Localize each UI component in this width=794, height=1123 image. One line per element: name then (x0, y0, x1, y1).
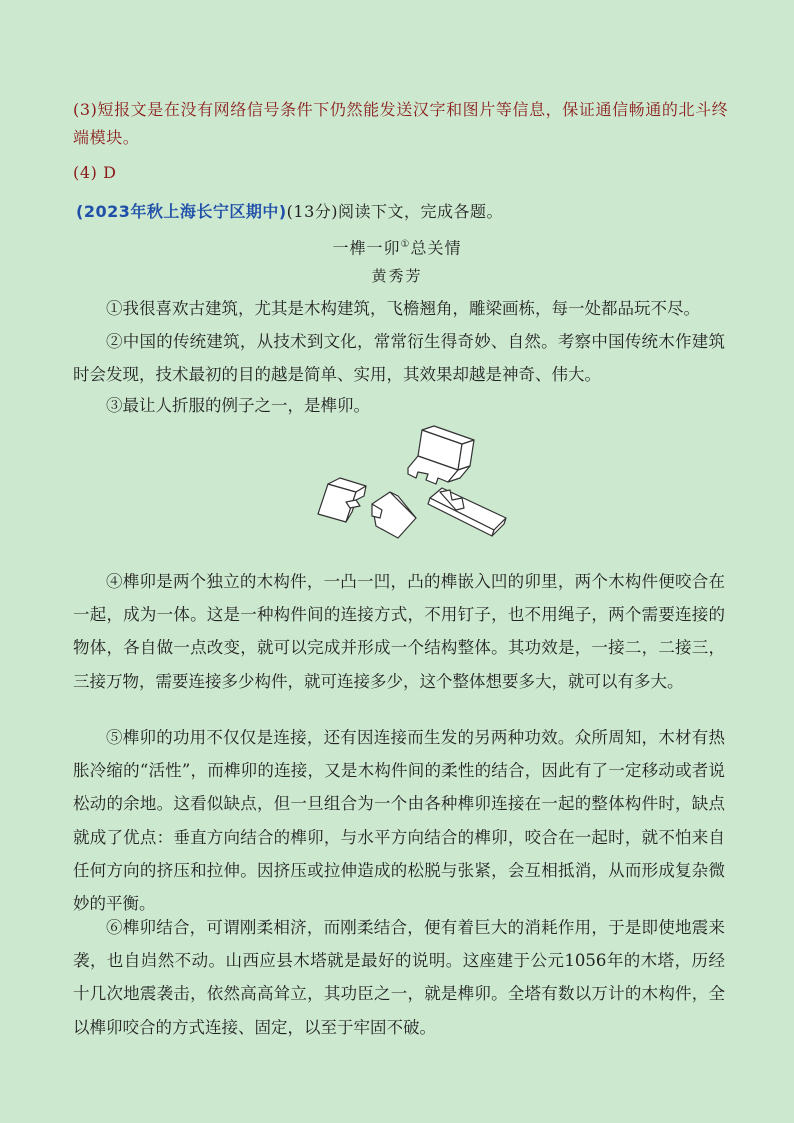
tenon-block-middle (372, 492, 416, 538)
tenon-block-right (428, 488, 506, 536)
paragraph-1: ①我很喜欢古建筑，尤其是木构建筑，飞檐翘角，雕梁画栋，每一处都品玩不尽。 (106, 299, 700, 318)
paragraph-3: ③最让人折服的例子之一，是榫卯。 (106, 396, 370, 415)
article-author: 黄秀芳 (371, 267, 423, 285)
article-title-footnote-mark: ① (400, 239, 411, 250)
question-header (76, 199, 736, 225)
paragraph-6: ⑥榫卯结合，可谓刚柔相济，而刚柔结合，便有着巨大的消耗作用，于是即使地震来袭，也自岿然不动。山西应县木塔就是最好的说明。这座建于公元1056年的木塔，历经十几次地震袭击，依然高高耸立，其功臣之一，就是榫卯。全塔有数以万计的木构件，全以榫卯咬合的方式连接、固定，以至于牢固不破。 (73, 918, 725, 1037)
question-instruction: (13分)阅读下文，完成各题。 (286, 202, 504, 221)
mortise-tenon-blocks-illustration (310, 422, 510, 542)
question-source-tag: (2023年秋上海长宁区期中) (76, 202, 287, 221)
article-title-main: 一榫一卯 (332, 238, 401, 258)
answer-4: (4) D (73, 163, 117, 182)
paragraph-2: ②中国的传统建筑，从技术到文化，常常衍生得奇妙、自然。考察中国传统木作建筑时会发现，技术最初的目的越是简单、实用，其效果却越是神奇、伟大。 (73, 332, 725, 385)
answer-3: (3)短报文是在没有网络信号条件下仍然能发送汉字和图片等信息，保证通信畅通的北斗终端模块。 (73, 100, 729, 147)
tenon-block-left (318, 478, 366, 522)
paragraph-5: ⑤榫卯的功用不仅仅是连接，还有因连接而生发的另两种功效。众所周知，木材有热胀冷缩的“活性”，而榫卯的连接，又是木构件间的柔性的结合，因此有了一定移动或者说松动的余地。这看似缺点，但一旦组合为一个由各种榫卯连接在一起的整体构件时，缺点就成了优点：垂直方向结合的榫卯，与水平方向结合的榫卯，咬合在一起时，就不怕来自任何方向的挤压和拉伸。因挤压或拉伸造成的松脱与张紧，会互相抵消，从而形成复杂微妙的平衡。 (73, 728, 725, 914)
article-title (0, 233, 794, 260)
paragraph-4: ④榫卯是两个独立的木构件，一凸一凹，凸的榫嵌入凹的卯里，两个木构件便咬合在一起，成为一体。这是一种构件间的连接方式，不用钉子，也不用绳子，两个需要连接的物体，各自做一点改变，就可以完成并形成一个结构整体。其功效是，一接二，二接三，三接万物，需要连接多少构件，就可连接多少，这个整体想要多大，就可以有多大。 (73, 572, 725, 691)
article-title-rest: 总关情 (410, 238, 462, 258)
tenon-block-top (408, 426, 474, 484)
